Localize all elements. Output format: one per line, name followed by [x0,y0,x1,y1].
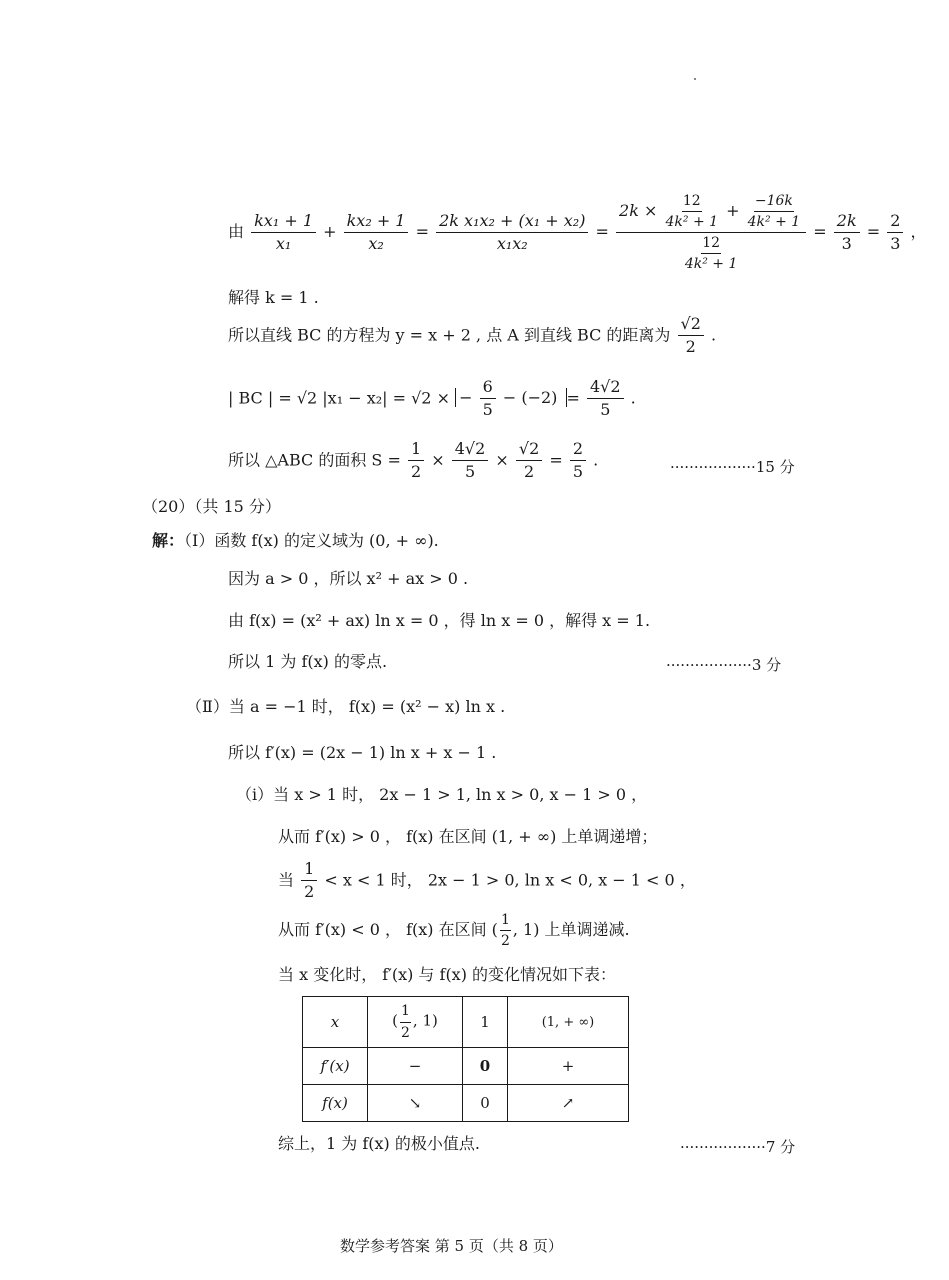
scan-dot [694,78,696,80]
variation-table [302,996,629,1122]
part2-line2: 所以 f′(x) = (2x − 1) ln x + x − 1 . [228,743,497,762]
table-header-interval1: ( $\frac{1}{2}$ , 1) [368,997,463,1048]
fraction-1: $\frac{\text{kx₁ + 1}}{\text{x₁}}$ [251,212,316,254]
table-row-fprime-label: f′(x) [303,1048,368,1085]
table-cell: + [508,1048,629,1085]
points-15: ··················15 分 [670,458,795,476]
part2-line1: （Ⅱ）当 a = −1 时， f(x) = (x² − x) ln x . [186,697,506,716]
solve-k-line: 解得 k = 1 . [228,288,319,307]
big-fraction: 2k × $\frac{12}{\text{4k² + 1}}$ + $\frac{-16k}{\text{4k² + 1}}$ $\frac{12}{\text{4k² + 1}}$ [616,193,806,272]
part1-line2: 因为 a > 0 ，所以 x² + ax > 0 . [228,569,469,588]
page-footer: 数学参考答案 第 5 页（共 8 页） [340,1237,563,1255]
question-20-header: （20）（共 15 分） [142,497,281,516]
points-3: ··················3 分 [666,656,782,674]
solution-label: 解： [152,531,185,550]
part1-line4: 所以 1 为 f(x) 的零点. [228,652,388,671]
case1-line1: （i）当 x > 1 时， 2x − 1 > 1, ln x > 0, x − 1 > 0 ， [236,785,648,804]
conclusion-line: 综上，1 为 f(x) 的极小值点. [278,1134,480,1153]
fraction-rhs1: $\frac{2k}{3}$ [834,212,860,254]
case2-line2: 从而 f′(x) < 0 ， f(x) 在区间 ( $\frac{1}{2}$ , 1) 上单调递减. [278,912,630,950]
equation-line-k: 由 $\frac{\text{kx₁ + 1}}{\text{x₁}}$ + $\frac{\text{kx₂ + 1}}{\text{x₂}}$ = $\frac{\text{2k x₁x₂ + (x₁ + x₂)}}{\text{x₁x₂}}$ = 2k × $\frac{12}{\text{4k² + 1}}$ + $\frac{-16k}{\text{4k² + 1}}$ $\frac{12}{\text{4k² + 1}}$ = $\frac{2k}{3}$ = $\frac{2}{3}$ ， [228,193,927,273]
table-intro: 当 x 变化时， f′(x) 与 f(x) 的变化情况如下表： [278,965,617,984]
case1-line2: 从而 f′(x) > 0 ， f(x) 在区间 (1, + ∞) 上单调递增； [278,827,658,846]
table-header-one: 1 [463,997,508,1048]
decreasing-arrow-icon: ↘ [368,1085,463,1122]
table-header-x: x [303,997,368,1048]
table-header-interval2: (1, + ∞) [508,997,629,1048]
points-7: ··················7 分 [680,1138,796,1156]
increasing-arrow-icon: ↗ [508,1085,629,1122]
case2-line1: 当 $\frac{1}{2}$ < x < 1 时， 2x − 1 > 0, ln x < 0, x − 1 < 0 ， [278,859,696,902]
eq-lead: 由 [228,222,245,242]
bc-equation-line: 所以直线 BC 的方程为 y = x + 2 , 点 A 到直线 BC 的距离为 $\frac{√2}{2}$ . [228,314,717,357]
fraction-2: $\frac{\text{kx₂ + 1}}{\text{x₂}}$ [344,212,409,254]
fraction-3: $\frac{\text{2k x₁x₂ + (x₁ + x₂)}}{\text{x₁x₂}}$ [436,212,588,254]
part1-line1: 解：（Ⅰ）函数 f(x) 的定义域为 (0, + ∞). [152,531,439,550]
distance-fraction: $\frac{√2}{2}$ [678,315,704,357]
bc-length-line: | BC | = √2 |x₁ − x₂| = √2 × − $\frac{6}{5}$ − (−2) = $\frac{4√2}{5}$ . [228,377,636,420]
table-row-f-label: f(x) [303,1085,368,1122]
table-cell: − [368,1048,463,1085]
table-cell: 0 [463,1048,508,1085]
fraction-rhs2: $\frac{2}{3}$ [887,212,903,254]
area-line: 所以 △ABC 的面积 S = $\frac{1}{2}$ × $\frac{4√2}{5}$ × $\frac{√2}{2}$ = $\frac{2}{5}$ . [228,439,599,482]
table-cell: 0 [463,1085,508,1122]
part1-line3: 由 f(x) = (x² + ax) ln x = 0 ，得 ln x = 0 ，解得 x = 1. [228,611,651,630]
